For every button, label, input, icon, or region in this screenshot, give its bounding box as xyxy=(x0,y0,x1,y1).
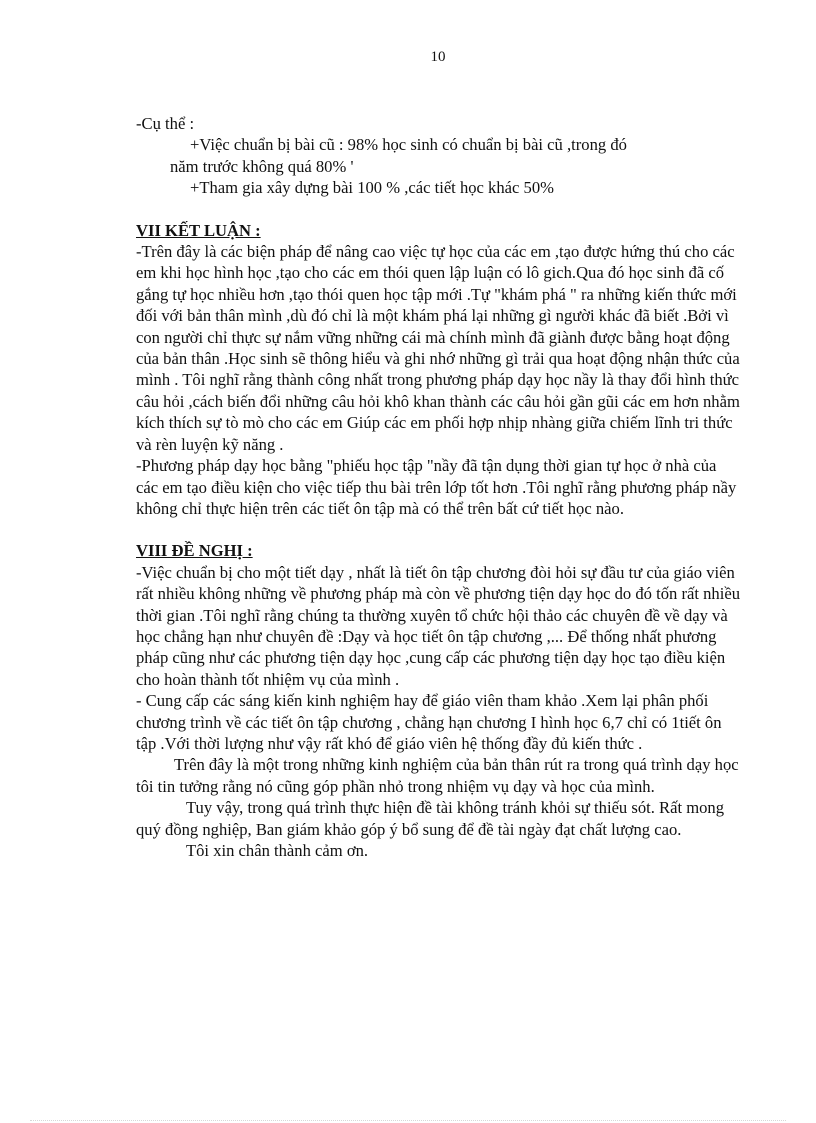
closing-paragraph: Trên đây là một trong những kinh nghiệm của bản thân rút ra trong quá trình dạy học tôi tin tưởng rằng nó cũng góp phần nhỏ trong nhiệm vụ dạy và học của mình. xyxy=(136,755,739,796)
conclusion-paragraph-2: -Phương pháp dạy học bằng "phiếu học tập "nầy đã tận dụng thời gian tự học ở nhà của các em tạo điều kiện cho việc tiếp thu bài trên lớp tốt hơn .Tôi nghĩ rằng phương pháp nầy không chỉ thực hiện trên các tiết ôn tập mà có thể trên bất cứ tiết học nào. xyxy=(136,456,737,518)
section-heading-proposal: VIII ĐỀ NGHỊ : xyxy=(136,541,253,561)
section-heading-conclusion: VII KẾT LUẬN : xyxy=(136,220,261,240)
preparation-result-line: +Việc chuẩn bị bài cũ : 98% học sinh có chuẩn bị bài cũ ,trong đó xyxy=(190,135,627,155)
proposal-paragraph-2: - Cung cấp các sáng kiến kinh nghiệm hay để giáo viên tham khảo .Xem lại phân phối chương trình về các tiết ôn tập chương , chẳng hạn chương I hình học 6,7 chỉ có 1tiết ôn tập .Với thời lượng như vậy rất khó để giáo viên hệ thống đầy đủ kiến thức . xyxy=(136,691,722,753)
page-bottom-divider xyxy=(30,1120,786,1121)
thanks-line: Tôi xin chân thành cảm ơn. xyxy=(186,841,369,860)
participation-result-line: +Tham gia xây dựng bài 100 % ,các tiết học khác 50% xyxy=(190,178,554,198)
document-body xyxy=(136,113,742,861)
preparation-result-continuation: năm trước không quá 80% ' xyxy=(170,156,354,176)
cu-the-label: -Cụ thể : xyxy=(136,114,195,133)
conclusion-paragraph-1: -Trên đây là các biện pháp để nâng cao việc tự học của các em ,tạo được hứng thú cho các em khi học hình học ,tạo cho các em thói quen lập luận có lô gich.Qua đó học sinh đã cố gắng tự học nhiều hơn ,tạo thói quen học tập mới .Tự "khám phá " ra những kiến thức mới đối với bản thân mình ,dù đó chỉ là một khám phá lại những gì người khác đã biết .Bởi vì con người chỉ thực sự nắm vững những cái mà chính mình đã giành được bằng hoạt động của bản thân .Học sinh sẽ thông hiểu và ghi nhớ những gì trải qua hoạt động nhận thức của mình . Tôi nghĩ rằng thành công nhất trong phương pháp dạy học nầy là thay đổi hình thức câu hỏi ,cách biến đổi những câu hỏi khô khan thành các câu hỏi gần gũi các em hơn nhằm kích thích sự tò mò cho các em Giúp các em phối hợp nhịp nhàng giữa chiếm lĩnh tri thức và rèn luyện kỹ năng . xyxy=(136,242,740,454)
proposal-paragraph-1: -Việc chuẩn bị cho một tiết dạy , nhất là tiết ôn tập chương đòi hỏi sự đầu tư của giáo viên rất nhiều không những về phương pháp mà còn về phương tiện dạy học do đó tốn rất nhiều thời gian .Tôi nghĩ rằng chúng ta thường xuyên tổ chức hội thảo các chuyên đề về dạy và học chẳng hạn như chuyên đề :Dạy và học tiết ôn tập chương ,... Để thống nhất phương pháp cũng như các phương tiện dạy học ,cung cấp các phương tiện dạy học tạo điều kiện cho hoàn thành tốt nhiệm vụ của mình . xyxy=(136,562,740,689)
acknowledgement-paragraph: Tuy vậy, trong quá trình thực hiện đề tài không tránh khỏi sự thiếu sót. Rất mong quý đồng nghiệp, Ban giám khảo góp ý bổ sung để đề tài ngày đạt chất lượng cao. xyxy=(136,798,725,839)
page-number: 10 xyxy=(430,49,446,65)
